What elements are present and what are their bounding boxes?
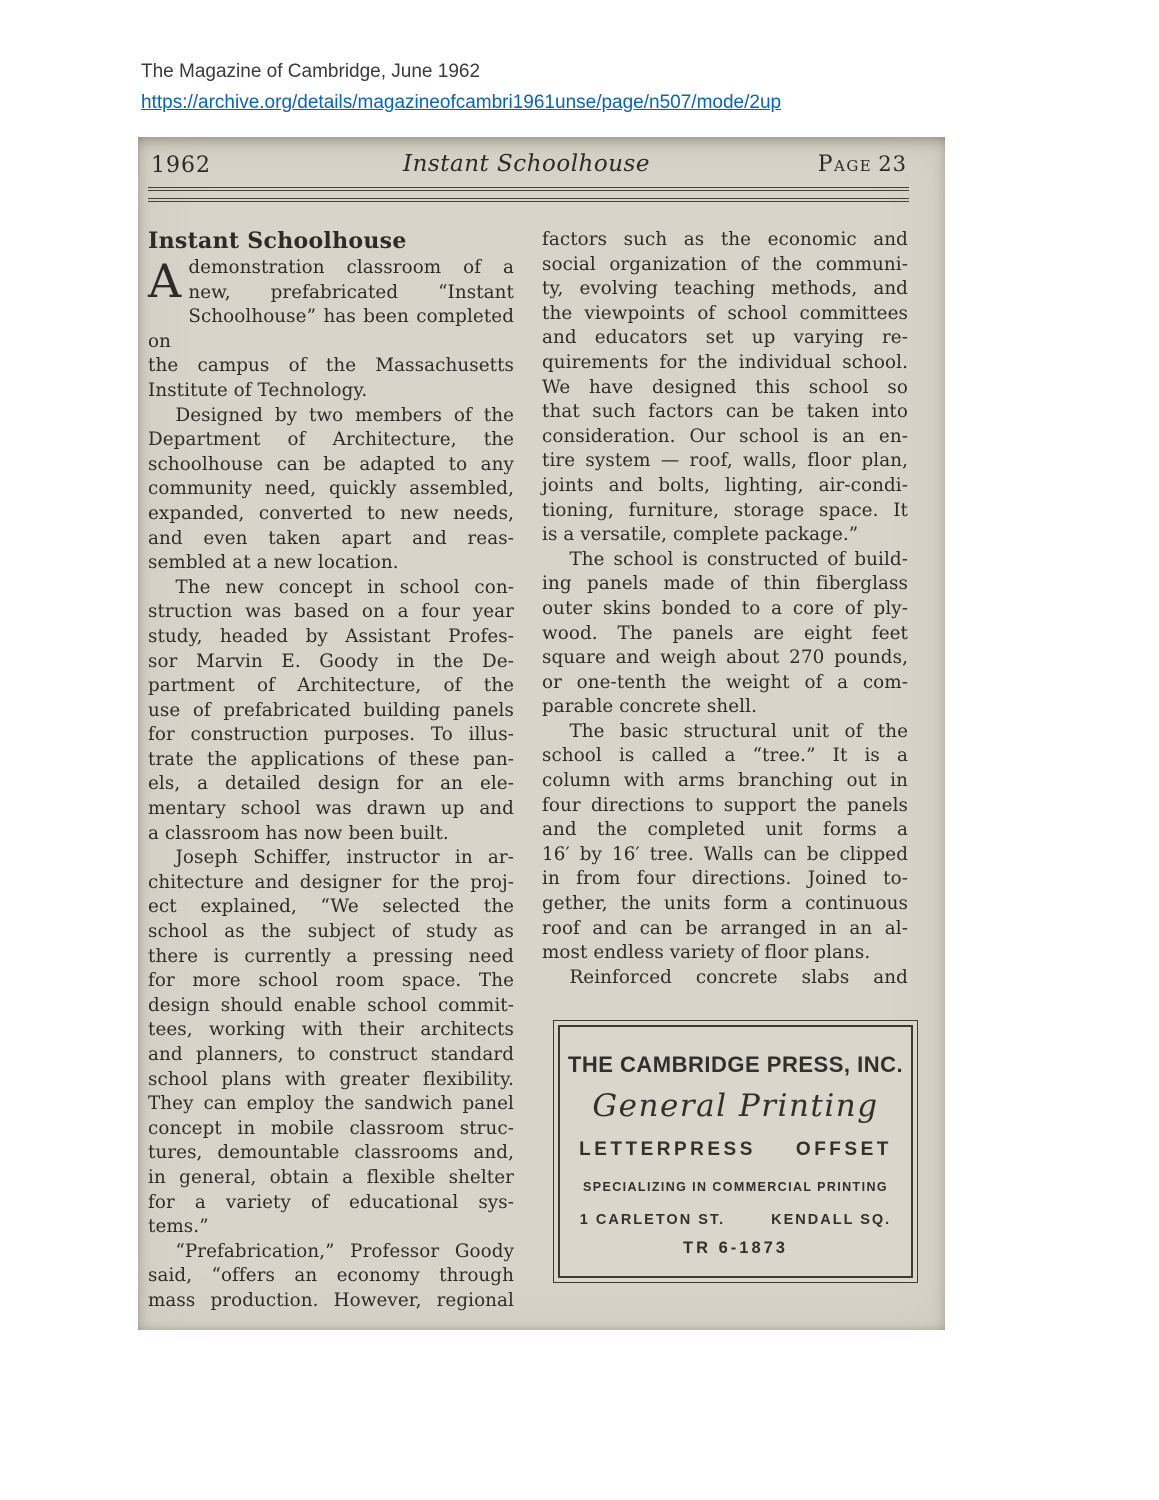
text-line: tems.” (148, 1216, 209, 1238)
page-number: 23 (878, 152, 907, 176)
ad-tagline: General Printing (592, 1088, 879, 1124)
text-line: joints and bolts, lighting, air-condi- (542, 474, 908, 496)
text-line: ty, evolving teaching methods, and (542, 278, 908, 300)
text-line: chitecture and designer for the proj- (148, 871, 514, 893)
doc-title: The Magazine of Cambridge, June 1962 (141, 61, 481, 82)
text-line: They can employ the sandwich panel (148, 1093, 514, 1115)
text-line: consideration. Our school is an en- (542, 425, 908, 447)
text-line: ing panels made of thin fiberglass (542, 573, 908, 595)
text-line: column with arms branching out in (542, 770, 908, 792)
paragraph (148, 1240, 514, 1314)
ad-phone: TR 6-1873 (683, 1239, 788, 1257)
text-line: school as the subject of study as (148, 921, 514, 943)
text-line: sor Marvin E. Goody in the De- (148, 650, 514, 672)
running-head-year: 1962 (151, 153, 211, 178)
text-line: Institute of Technology. (148, 379, 368, 401)
text-line: that such factors can be taken into (542, 401, 908, 423)
archive-link[interactable]: https://archive.org/details/magazineofcambri1961unse/page/n507/mode/2up (141, 92, 782, 113)
left-column (148, 228, 514, 1314)
text-line: school plans with greater flexibility. (148, 1068, 514, 1090)
text-line: use of prefabricated building panels (148, 699, 514, 721)
magazine-page-scan (138, 137, 945, 1330)
text-line: expanded, converted to new needs, (148, 502, 514, 524)
ad-company-name: THE CAMBRIDGE PRESS, INC. (567, 1052, 904, 1077)
text-line: a classroom has now been built. (148, 822, 449, 844)
text-line: The school is constructed of build- (569, 548, 908, 570)
text-line: demonstration classroom of a (188, 257, 514, 278)
text-line: outer skins bonded to a core of ply- (542, 597, 908, 619)
paragraph (542, 966, 908, 991)
text-line: social organization of the communi- (542, 253, 908, 275)
paragraph (148, 256, 514, 404)
text-line: there is currently a pressing need (148, 945, 514, 967)
text-line: study, headed by Assistant Profes- (148, 625, 514, 647)
text-line: partment of Architecture, of the (148, 675, 514, 697)
text-line: Schoolhouse” has been completed on (148, 306, 514, 352)
text-line: tees, working with their architects (148, 1019, 514, 1041)
text-line: parable concrete shell. (542, 696, 757, 718)
text-line: We have designed this school so (542, 376, 908, 398)
ad-inner-border (558, 1025, 913, 1278)
text-line: Reinforced concrete slabs and (569, 966, 908, 988)
text-line: or one-tenth the weight of a com- (542, 671, 908, 693)
text-line: for more school room space. The (148, 970, 514, 992)
text-line: The basic structural unit of the (569, 720, 908, 742)
paragraph (148, 846, 514, 1240)
ad-service-offset: OFFSET (795, 1139, 892, 1160)
running-head-page (818, 152, 907, 177)
text-line: gether, the units form a continuous (542, 893, 908, 915)
text-line: said, “offers an economy through (148, 1265, 514, 1287)
text-line: community need, quickly assembled, (148, 478, 514, 500)
text-line: the campus of the Massachusetts (148, 355, 514, 377)
running-head-title: Instant Schoolhouse (403, 151, 650, 177)
ad-specialty: SPECIALIZING IN COMMERCIAL PRINTING (582, 1180, 889, 1194)
text-line: trate the applications of these pan- (148, 748, 514, 770)
ad-service-letterpress: LETTERPRESS (579, 1139, 756, 1160)
text-line: and the completed unit forms a (542, 819, 908, 841)
text-line: roof and can be arranged in an al- (542, 917, 908, 939)
ad-address-street: 1 CARLETON ST. (579, 1212, 726, 1228)
ad-services (579, 1139, 892, 1161)
text-line: in general, obtain a flexible shelter (148, 1166, 514, 1188)
text-line: design should enable school commit- (148, 994, 514, 1016)
text-line: and educators set up varying re- (542, 327, 908, 349)
ad-address-square: KENDALL SQ. (771, 1212, 892, 1228)
text-line: 16′ by 16′ tree. Walls can be clipped (542, 843, 908, 865)
text-line: tures, demountable classrooms and, (148, 1142, 514, 1164)
text-line: quirements for the individual school. (542, 351, 908, 373)
text-line: “Prefabrication,” Professor Goody (175, 1240, 514, 1262)
text-line: schoolhouse can be adapted to any (148, 453, 514, 475)
paragraph (542, 720, 908, 966)
text-line: four directions to support the panels (542, 794, 908, 816)
text-line: tire system — roof, walls, floor plan, (542, 450, 908, 472)
text-line: mentary school was drawn up and (148, 798, 514, 820)
text-line: sembled at a new location. (148, 552, 399, 574)
text-line: Joseph Schiffer, instructor in ar- (175, 847, 514, 869)
left-column-text (148, 256, 514, 1314)
text-line: struction was based on a four year (148, 601, 514, 623)
double-rule-bottom (148, 198, 909, 202)
paragraph (542, 228, 908, 548)
text-line: factors such as the economic and (542, 229, 908, 250)
text-line: and planners, to construct standard (148, 1044, 514, 1065)
text-line: concept in mobile classroom struc- (148, 1117, 514, 1139)
text-line: Designed by two members of the (175, 404, 514, 426)
text-line: The new concept in school con- (175, 576, 514, 598)
text-line: square and weigh about 270 pounds, (542, 647, 908, 669)
text-line: for construction purposes. To illus- (148, 724, 514, 746)
page-word: Page (817, 152, 873, 177)
article-heading: Instant Schoolhouse (148, 228, 407, 254)
paragraph (148, 404, 514, 576)
text-line: Department of Architecture, the (148, 429, 514, 451)
paragraph (148, 576, 514, 847)
ad-box (553, 1020, 918, 1283)
text-line: els, a detailed design for an ele- (148, 773, 514, 795)
text-line: and even taken apart and reas- (148, 527, 514, 549)
text-line: most endless variety of floor plans. (542, 942, 871, 964)
text-line: new, prefabricated “Instant (188, 281, 514, 303)
text-line: mass production. However, regional (148, 1289, 514, 1311)
double-rule-top (148, 187, 909, 191)
text-line: wood. The panels are eight feet (542, 622, 908, 644)
text-line: school is called a “tree.” It is a (542, 745, 908, 767)
paragraph (542, 548, 908, 720)
text-line: tioning, furniture, storage space. It (542, 499, 908, 521)
ad-address (580, 1212, 891, 1228)
document-header (141, 56, 781, 119)
text-line: for a variety of educational sys- (148, 1191, 514, 1213)
text-line: ect explained, “We selected the (148, 896, 514, 918)
text-line: is a versatile, complete package.” (542, 524, 859, 546)
drop-cap: A (148, 254, 182, 308)
text-line: in from four directions. Joined to- (542, 868, 908, 890)
text-line: the viewpoints of school committees (542, 302, 908, 324)
